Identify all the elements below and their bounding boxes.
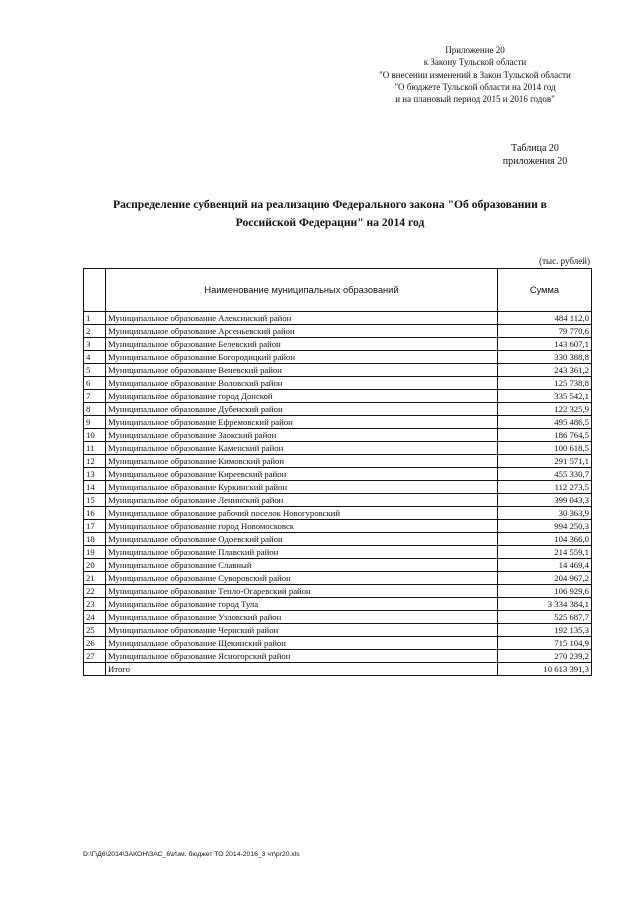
row-name: Муниципальное образование Щекинский район: [106, 637, 498, 650]
row-number: 8: [84, 403, 106, 416]
row-name: Муниципальное образование Куркинский район: [106, 481, 498, 494]
row-number: 6: [84, 377, 106, 390]
title-line: Российской Федерации" на 2014 год: [235, 216, 425, 229]
table-row: [84, 377, 592, 390]
row-name: Муниципальное образование Дубенский район: [106, 403, 498, 416]
appendix-line: и на плановый период 2015 и 2016 годов": [395, 94, 555, 105]
row-number: 22: [84, 585, 106, 598]
row-name: Муниципальное образование Алексинский район: [106, 312, 498, 325]
row-name: Муниципальное образование Белевский район: [106, 338, 498, 351]
row-name: Муниципальное образование город Новомосковск: [106, 520, 498, 533]
subsidy-table: [83, 268, 592, 676]
row-number: 9: [84, 416, 106, 429]
header-name: Наименование муниципальных образований: [106, 269, 498, 312]
row-name: Муниципальное образование Заокский район: [106, 429, 498, 442]
row-sum: 335 542,1: [498, 390, 592, 403]
row-sum: 214 559,1: [498, 546, 592, 559]
row-sum: 994 250,3: [498, 520, 592, 533]
row-number: 23: [84, 598, 106, 611]
table-row: [84, 507, 592, 520]
row-sum: 122 325,9: [498, 403, 592, 416]
table-row: [84, 455, 592, 468]
row-sum: 104 366,0: [498, 533, 592, 546]
table-row: [84, 325, 592, 338]
row-sum: 186 764,5: [498, 429, 592, 442]
row-number: 18: [84, 533, 106, 546]
total-sum: 10 613 391,3: [498, 663, 592, 676]
row-sum: 3 334 384,1: [498, 598, 592, 611]
row-sum: 30 363,9: [498, 507, 592, 520]
row-sum: 243 361,2: [498, 364, 592, 377]
row-number: 14: [84, 481, 106, 494]
table-reference: [480, 142, 590, 168]
row-name: Муниципальное образование Плавский район: [106, 546, 498, 559]
table-row: [84, 351, 592, 364]
table-row: [84, 650, 592, 663]
appendix-header: [360, 44, 590, 105]
row-sum: 125 738,8: [498, 377, 592, 390]
table-ref-line: приложения 20: [502, 156, 568, 167]
row-number: 20: [84, 559, 106, 572]
table-row: [84, 546, 592, 559]
table-header-row: [84, 269, 592, 312]
table-row: [84, 338, 592, 351]
document-title: [90, 196, 570, 232]
row-sum: 106 929,6: [498, 585, 592, 598]
row-name: Муниципальное образование город Донской: [106, 390, 498, 403]
row-name: Муниципальное образование Каменский район: [106, 442, 498, 455]
row-sum: 399 043,3: [498, 494, 592, 507]
row-number: 3: [84, 338, 106, 351]
units-label: (тыс. рублей): [539, 256, 590, 266]
row-name: Муниципальное образование Богородицкий район: [106, 351, 498, 364]
title-line: Распределение субвенций на реализацию Федерального закона "Об образовании в: [113, 198, 547, 211]
row-sum: 143 607,1: [498, 338, 592, 351]
row-sum: 330 388,8: [498, 351, 592, 364]
row-name: Муниципальное образование Воловский район: [106, 377, 498, 390]
row-sum: 495 486,5: [498, 416, 592, 429]
row-number: 25: [84, 624, 106, 637]
table-row: [84, 312, 592, 325]
row-name: Муниципальное образование Веневский район: [106, 364, 498, 377]
table-row: [84, 390, 592, 403]
row-number: 11: [84, 442, 106, 455]
appendix-line: "О внесении изменений в Закон Тульской области: [379, 69, 571, 80]
file-path-footer: D:\Г\Д6\2014\ЗАКОН\ЗАС_6\Изм. бюджет ТО 2014-2016_3 чт\pr20.xls: [83, 851, 300, 858]
table-row: [84, 494, 592, 507]
table-row: [84, 481, 592, 494]
row-sum: 100 618,5: [498, 442, 592, 455]
row-number: 21: [84, 572, 106, 585]
row-sum: 525 687,7: [498, 611, 592, 624]
row-number: 16: [84, 507, 106, 520]
header-sum: Сумма: [498, 269, 592, 312]
row-number: 4: [84, 351, 106, 364]
row-name: Муниципальное образование город Тула: [106, 598, 498, 611]
row-name: Муниципальное образование Славный: [106, 559, 498, 572]
row-name: Муниципальное образование Чернский район: [106, 624, 498, 637]
row-number: 13: [84, 468, 106, 481]
row-number: 2: [84, 325, 106, 338]
table-row: [84, 364, 592, 377]
row-number: 19: [84, 546, 106, 559]
row-name: Муниципальное образование Тепло-Огаревский район: [106, 585, 498, 598]
row-number: 7: [84, 390, 106, 403]
row-name: Муниципальное образование Арсеньевский район: [106, 325, 498, 338]
table-row: [84, 572, 592, 585]
appendix-line: "О бюджете Тульской области на 2014 год: [394, 81, 556, 92]
row-name: Муниципальное образование Одоевский район: [106, 533, 498, 546]
table-row: [84, 403, 592, 416]
row-sum: 715 104,9: [498, 637, 592, 650]
row-sum: 484 112,0: [498, 312, 592, 325]
table-total-row: [84, 663, 592, 676]
row-number: 24: [84, 611, 106, 624]
row-sum: 14 469,4: [498, 559, 592, 572]
table-row: [84, 559, 592, 572]
appendix-line: Приложение 20: [445, 45, 505, 55]
total-num: [84, 663, 106, 676]
table-row: [84, 611, 592, 624]
row-sum: 79 770,6: [498, 325, 592, 338]
row-name: Муниципальное образование Суворовский район: [106, 572, 498, 585]
row-name: Муниципальное образование Ефремовский район: [106, 416, 498, 429]
row-sum: 112 273,5: [498, 481, 592, 494]
row-name: Муниципальное образование Ясногорский район: [106, 650, 498, 663]
table-row: [84, 585, 592, 598]
header-num: [84, 269, 106, 312]
row-sum: 291 571,1: [498, 455, 592, 468]
row-sum: 204 967,2: [498, 572, 592, 585]
table-row: [84, 598, 592, 611]
row-name: Муниципальное образование Киреевский район: [106, 468, 498, 481]
total-label: Итого: [106, 663, 498, 676]
row-sum: 192 135,3: [498, 624, 592, 637]
row-name: Муниципальное образование Узловский район: [106, 611, 498, 624]
row-number: 26: [84, 637, 106, 650]
table-body: [84, 312, 592, 676]
table-row: [84, 533, 592, 546]
row-name: Муниципальное образование Кимовский район: [106, 455, 498, 468]
appendix-line: к Закону Тульской области: [423, 57, 527, 68]
row-sum: 455 330,7: [498, 468, 592, 481]
row-number: 12: [84, 455, 106, 468]
table-row: [84, 442, 592, 455]
table-ref-line: Таблица 20: [511, 143, 559, 154]
row-number: 10: [84, 429, 106, 442]
row-number: 1: [84, 312, 106, 325]
row-sum: 270 239,2: [498, 650, 592, 663]
row-name: Муниципальное образование Ленинский район: [106, 494, 498, 507]
row-number: 27: [84, 650, 106, 663]
table-row: [84, 429, 592, 442]
table-row: [84, 637, 592, 650]
row-number: 5: [84, 364, 106, 377]
row-number: 15: [84, 494, 106, 507]
table-row: [84, 468, 592, 481]
table-row: [84, 520, 592, 533]
row-number: 17: [84, 520, 106, 533]
row-name: Муниципальное образование рабочий поселок Новогуровский: [106, 507, 498, 520]
table-row: [84, 624, 592, 637]
table-row: [84, 416, 592, 429]
